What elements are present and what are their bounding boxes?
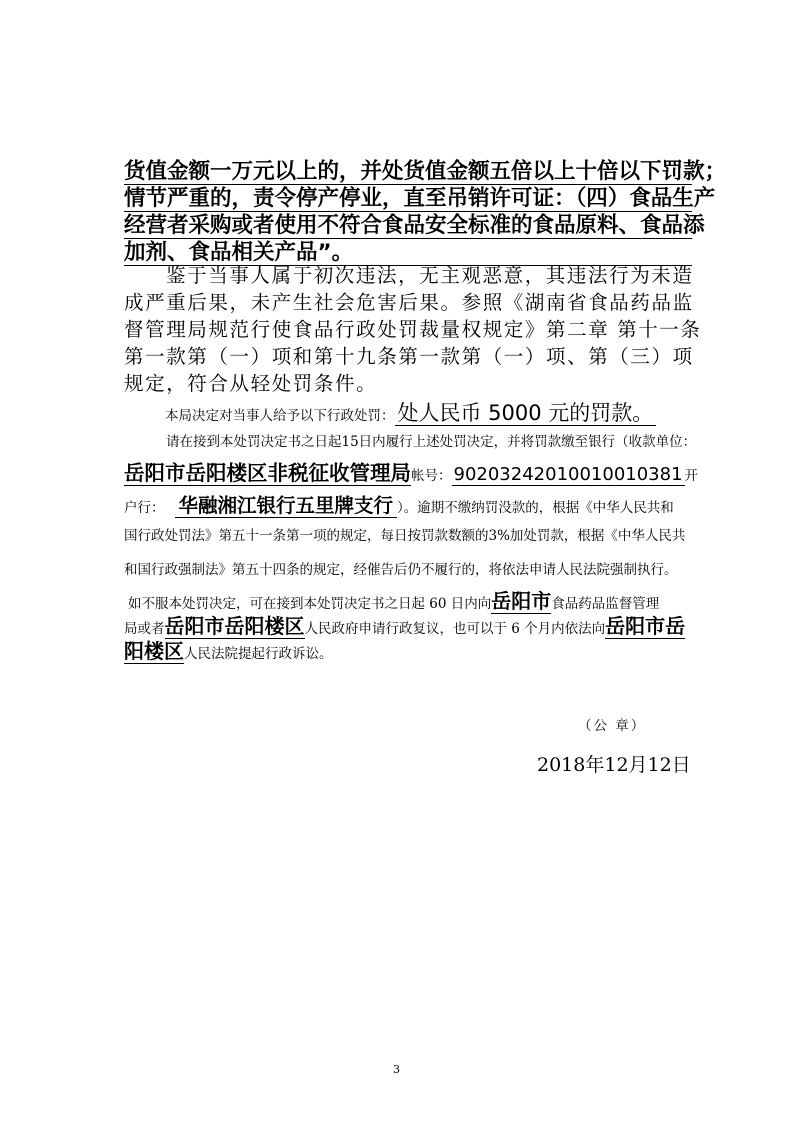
paragraph-line: 第一款第（一）项和第十九条第一款第（一）项、第（三）项 — [124, 345, 694, 368]
paragraph-text: 人民政府申请行政复议，也可以于 6 个月内依法向 — [304, 621, 606, 637]
city-name: 岳阳市 — [491, 589, 552, 613]
legal-clause-paragraph — [124, 159, 727, 267]
paragraph-text: 人民法院提起行政诉讼。 — [184, 646, 333, 662]
payee-name: 岳阳市岳阳楼区非税征收管理局 — [124, 461, 411, 485]
penalty-amount: 处人民币 5000 元的罚款。 — [395, 401, 657, 426]
paragraph-line: 督管理局规范行使食品行政处罚裁量权规定》第二章 第十一条 — [124, 318, 702, 341]
decision-line — [165, 397, 656, 427]
official-seal-label: （公 章） — [578, 718, 647, 734]
account-number: 90203242010010010381 — [453, 464, 683, 485]
paragraph-text: ）。逾期不缴纳罚没款的，根据《中华人民共和 — [397, 500, 674, 516]
paragraph-line: 请在接到本处罚决定书之日起15日内履行上述处罚决定，并将罚款缴至银行（收款单位： — [166, 434, 697, 450]
paragraph-text: 局或者 — [124, 621, 165, 637]
paragraph-line: 情节严重的，责令停产停业，直至吊销许可证：（四）食品生产 — [124, 186, 716, 211]
paragraph-line: 货值金额一万元以上的，并处货值金额五倍以上十倍以下罚款； — [124, 159, 727, 184]
paragraph-line: 成严重后果，未产生社会危害后果。参照《湖南省食品药品监 — [124, 291, 694, 314]
decision-lead: 本局决定对当事人给予以下行政处罚： — [165, 408, 395, 424]
district-name: 岳阳市岳阳楼区 — [164, 614, 305, 638]
paragraph-line: 经营者采购或者使用不符合食品安全标准的食品原料、食品添 — [124, 213, 705, 238]
paragraph-line — [124, 635, 333, 664]
paragraph-line: 规定，符合从轻处罚条件。 — [124, 372, 378, 395]
bank-name: 华融湘江银行五里牌支行 — [175, 494, 398, 518]
court-location: 岳阳市岳 — [605, 614, 686, 638]
paragraph-line: 鉴于当事人属于初次违法，无主观恶意，其违法行为未造 — [166, 264, 694, 287]
bank-label-part: 户行： — [124, 500, 165, 516]
account-label: 帐号： — [411, 468, 452, 484]
paragraph-line: 国行政处罚法》第五十一条第一项的规定，每日按罚款数额的3%加处罚款，根据《中华人民共 — [124, 528, 686, 544]
mitigation-paragraph — [124, 262, 702, 397]
paragraph-line — [124, 456, 698, 486]
paragraph-line: 加剂、食品相关产品”。 — [124, 240, 692, 266]
bank-label-part: 开 — [684, 468, 699, 484]
paragraph-text: 如不服本处罚决定，可在接到本处罚决定书之日起 60 日内向 — [128, 596, 492, 612]
document-date: 2018年12月12日 — [537, 754, 691, 776]
page-number: 3 — [393, 1063, 400, 1076]
paragraph-line: 和国行政强制法》第五十四条的规定，经催告后仍不履行的，将依法申请人民法院强制执行。 — [124, 562, 678, 578]
paragraph-line — [124, 490, 674, 518]
court-location: 阳楼区 — [124, 639, 184, 663]
paragraph-text: 食品药品监督管理 — [551, 596, 660, 612]
